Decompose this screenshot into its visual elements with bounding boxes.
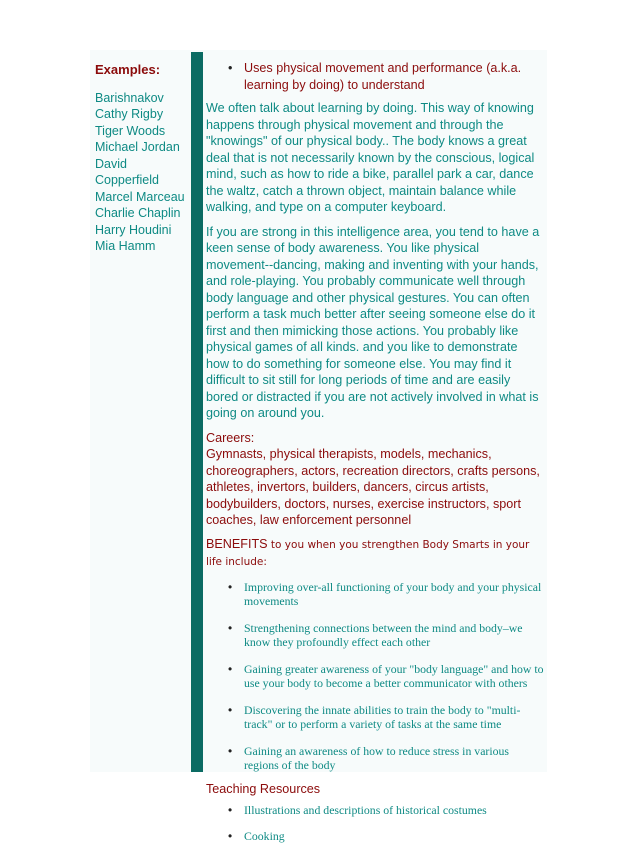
example-name: Copperfield bbox=[95, 173, 159, 187]
example-name: Charlie Chaplin bbox=[95, 206, 181, 220]
examples-title: Examples: bbox=[95, 62, 161, 77]
benefits-subtitle: to you when you strengthen Body Smarts in your life include: bbox=[206, 538, 530, 568]
bullet-icon: • bbox=[228, 620, 233, 635]
intro-paragraph: We often talk about learning by doing. This way of knowing happens through physical movement and through the "knowings" of our physical body.. The body knows a great deal that is not necessarily known by the conscious, logical mind, such as how to ride a bike, parallel park a car, dance the waltz, catch a thrown object, maintain balance while walking, and type on a computer keyboard. bbox=[206, 101, 535, 214]
bullet-icon: • bbox=[228, 661, 233, 676]
bullet-icon: • bbox=[228, 802, 233, 817]
strength-paragraph: If you are strong in this intelligence area, you tend to have a keen sense of body awareness. You like physical movement--dancing, making and inventing with your hands, and role-playing. You probably communicate well through body language and other physical gestures. You can often perform a task much better after seeing someone else do it first and then mimicking those actions. You probably like physical games of all kinds. and you like to demonstrate how to do something for someone else. You may find it difficult to sit still for long periods of time and are easily bored or distracted if you are not actively involved in what is going on around you. bbox=[206, 224, 540, 420]
example-name: David bbox=[95, 156, 127, 171]
list-item: • Gaining greater awareness of your "body language" and how to use your body to become a better communicator with others bbox=[228, 661, 544, 690]
example-name: Tiger Woods bbox=[95, 123, 166, 138]
list-item: • Improving over-all functioning of your body and your physical movements bbox=[228, 579, 542, 608]
bullet-icon: • bbox=[228, 743, 233, 758]
example-name: Marcel Marceau bbox=[95, 189, 185, 204]
bullet-icon: • bbox=[228, 829, 233, 843]
careers-heading: Careers: bbox=[206, 430, 255, 445]
list-item: • Strengthening connections between the mind and body–we know they profoundly effect each other bbox=[228, 620, 523, 649]
summary-bullet bbox=[206, 60, 544, 93]
list-item: • Cooking bbox=[228, 829, 285, 843]
teaching-resources-heading: Teaching Resources bbox=[206, 781, 321, 796]
list-item: • Gaining an awareness of how to reduce stress in various regions of the body bbox=[228, 743, 510, 772]
list-item: • Discovering the innate abilities to train the body to "multi-track" or to perform a variety of tasks at the same time bbox=[228, 702, 521, 731]
careers-list: Gymnasts, physical therapists, models, mechanics, choreographers, actors, recreation directors, crafts persons, athletes, invertors, builders, dancers, circus artists, bodybuilders, doctors, nurses, exercise instructors, sport coaches, law enforcement personnel bbox=[206, 447, 540, 527]
benefits-title: BENEFITS bbox=[206, 536, 268, 551]
example-name: Cathy Rigby bbox=[95, 107, 164, 121]
list-item: • Illustrations and descriptions of historical costumes bbox=[228, 802, 487, 817]
main-column bbox=[206, 60, 544, 856]
example-name: Michael Jordan bbox=[95, 140, 180, 154]
bullet-icon: • bbox=[228, 579, 233, 594]
example-name: Harry Houdini bbox=[95, 222, 172, 237]
benefits-heading bbox=[206, 536, 544, 570]
benefits-list bbox=[206, 580, 544, 773]
example-name: Barishnakov bbox=[95, 90, 164, 105]
bullet-icon: • bbox=[228, 702, 233, 717]
column-divider bbox=[191, 52, 203, 772]
summary-text: Uses physical movement and performance (a.k.a. learning by doing) to understand bbox=[244, 61, 522, 92]
teaching-resources-list bbox=[206, 803, 544, 844]
examples-column bbox=[95, 62, 190, 255]
bullet-icon: • bbox=[228, 61, 233, 75]
example-name: Mia Hamm bbox=[95, 239, 156, 253]
